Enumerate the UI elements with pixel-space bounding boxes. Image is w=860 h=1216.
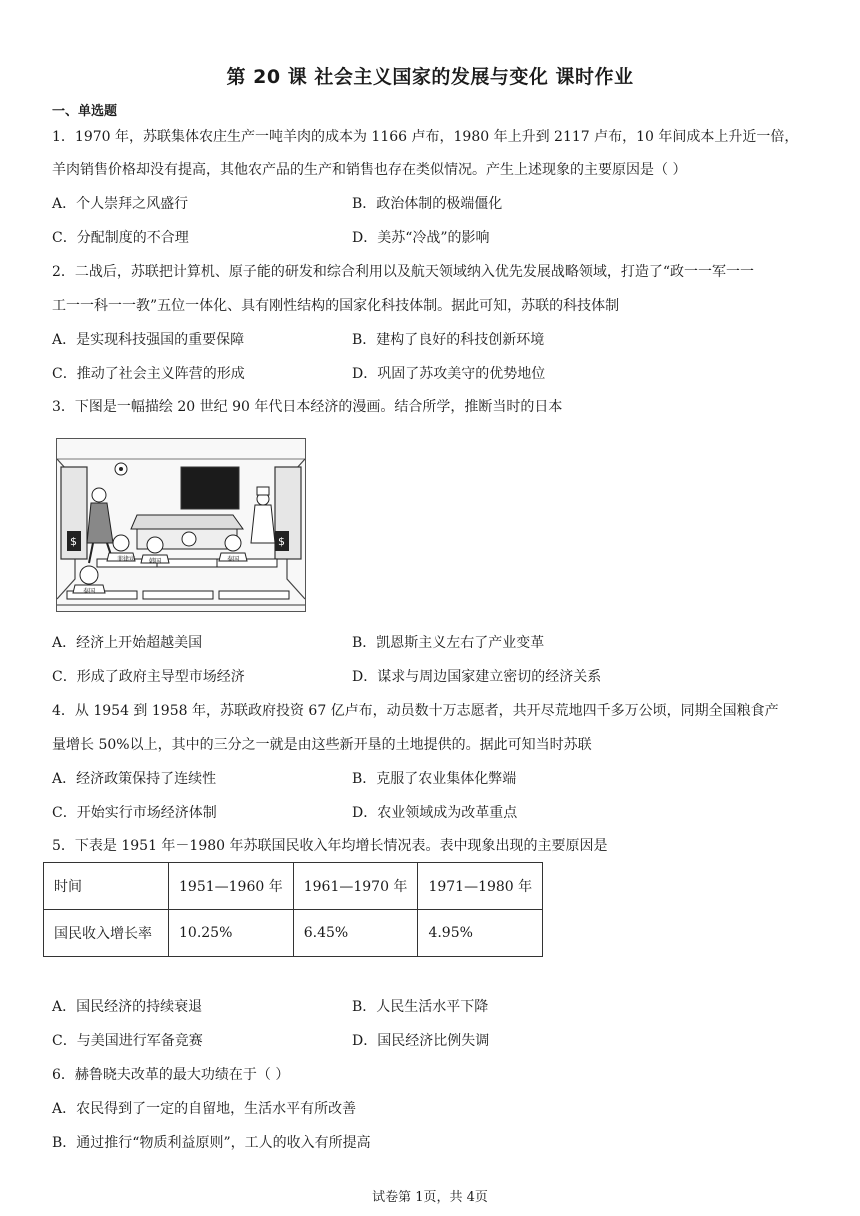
q4-stem-line1: 4．从 1954 到 1958 年，苏联政府投资 67 亿卢布，动员数十万志愿者，共开尽荒地四千多万公顷，同期全国粮食产 [52, 703, 779, 719]
q3-stem-line1: 3．下图是一幅描绘 20 世纪 90 年代日本经济的漫画。结合所学，推断当时的日本 [52, 399, 563, 415]
q1-option-b[interactable]: B．政治体制的极端僵化 [352, 196, 503, 212]
table-cell: 1961—1970 年 [293, 863, 418, 910]
q2-option-c[interactable]: C．推动了社会主义阵营的形成 [52, 366, 245, 382]
q4-stem-line2: 量增长 50%以上，其中的三分之一就是由这些新开垦的土地提供的。据此可知当时苏联 [52, 737, 592, 753]
q5-option-c[interactable]: C．与美国进行军备竞赛 [52, 1033, 203, 1049]
q3-option-d[interactable]: D．谋求与周边国家建立密切的经济关系 [352, 669, 602, 685]
q1-option-c[interactable]: C．分配制度的不合理 [52, 230, 189, 246]
q2-stem-line2: 工一一科一一教”五位一体化、具有刚性结构的国家化科技体制。据此可知，苏联的科技体制 [52, 298, 620, 314]
q1-option-a[interactable]: A．个人崇拜之风盛行 [52, 196, 189, 212]
q2-option-b[interactable]: B．建构了良好的科技创新环境 [352, 332, 545, 348]
q5-option-d[interactable]: D．国民经济比例失调 [352, 1033, 490, 1049]
q1-stem-line2: 羊肉销售价格却没有提高，其他农产品的生产和销售也存在类似情况。产生上述现象的主要原因是（ ） [52, 162, 687, 178]
q3-option-a[interactable]: A．经济上开始超越美国 [52, 635, 203, 651]
q5-stem-line1: 5．下表是 1951 年－1980 年苏联国民收入年均增长情况表。表中现象出现的主要原因是 [52, 838, 608, 854]
q4-option-c[interactable]: C．开始实行市场经济体制 [52, 805, 217, 821]
q1-stem-line1: 1．1970 年，苏联集体农庄生产一吨羊肉的成本为 1166 卢布，1980 年上升到 2117 卢布，10 年间成本上升近一倍， [52, 129, 799, 145]
label-korea: 韩国 [149, 558, 162, 565]
q2-option-d[interactable]: D．巩固了苏攻美守的优势地位 [352, 366, 546, 382]
label-philippines: 菲律宾 [117, 556, 136, 563]
page-footer: 试卷第 1页，共 4页 [372, 1190, 488, 1205]
cartoon-figure [56, 438, 306, 612]
q3-option-b[interactable]: B．凯恩斯主义左右了产业变革 [352, 635, 545, 651]
table-row [44, 910, 543, 957]
label-thailand-top: 泰国 [227, 556, 240, 563]
q4-option-b[interactable]: B．克服了农业集体化弊端 [352, 771, 517, 787]
q6-stem-line1: 6．赫鲁晓夫改革的最大功绩在于（ ） [52, 1067, 290, 1083]
table-cell: 1951—1960 年 [169, 863, 294, 910]
q6-option-a[interactable]: A．农民得到了一定的自留地，生活水平有所改善 [52, 1101, 357, 1117]
q4-option-a[interactable]: A．经济政策保持了连续性 [52, 771, 217, 787]
label-thailand-bottom: 泰国 [83, 588, 96, 595]
income-growth-table [43, 862, 543, 957]
table-cell: 10.25% [169, 910, 294, 957]
left-bag-sign: $ [70, 535, 77, 548]
table-cell: 6.45% [293, 910, 418, 957]
cartoon-illustration [57, 439, 305, 611]
table-cell: 4.95% [418, 910, 543, 957]
q4-option-d[interactable]: D．农业领域成为改革重点 [352, 805, 518, 821]
section-heading: 一、单选题 [52, 104, 118, 119]
page-title: 第 20 课 社会主义国家的发展与变化 课时作业 [226, 66, 634, 88]
table-cell: 时间 [44, 863, 169, 910]
q3-option-c[interactable]: C．形成了政府主导型市场经济 [52, 669, 245, 685]
q5-option-b[interactable]: B．人民生活水平下降 [352, 999, 489, 1015]
table-cell: 国民收入增长率 [44, 910, 169, 957]
q5-option-a[interactable]: A．国民经济的持续衰退 [52, 999, 203, 1015]
table-header-row [44, 863, 543, 910]
table-cell: 1971—1980 年 [418, 863, 543, 910]
right-bag-sign: $ [278, 535, 285, 548]
q1-option-d[interactable]: D．美苏“冷战”的影响 [352, 230, 490, 246]
q2-stem-line1: 2．二战后，苏联把计算机、原子能的研发和综合利用以及航天领域纳入优先发展战略领域，打造了“政一一军一一 [52, 264, 755, 280]
q6-option-b[interactable]: B．通过推行“物质利益原则”，工人的收入有所提高 [52, 1135, 371, 1151]
q2-option-a[interactable]: A．是实现科技强国的重要保障 [52, 332, 245, 348]
